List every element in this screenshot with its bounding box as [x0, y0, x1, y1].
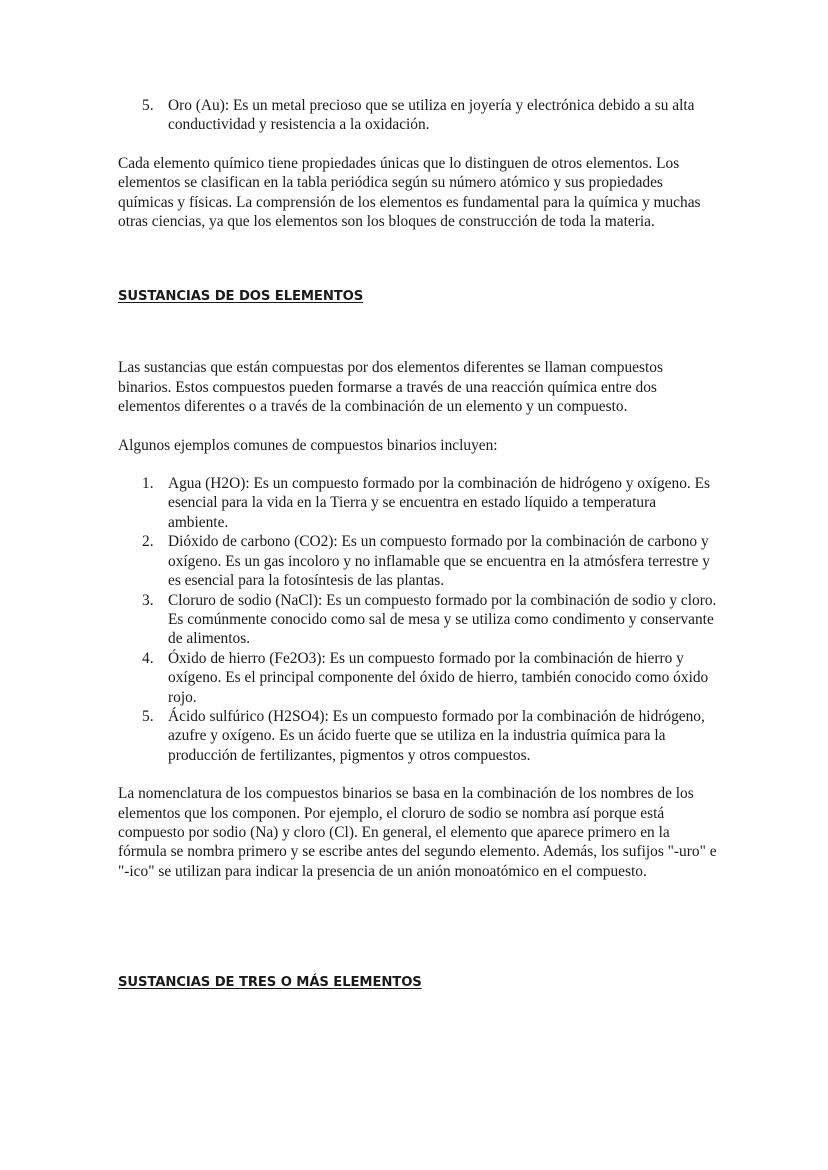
document-page — [118, 96, 718, 992]
paragraph-nomenclature: La nomenclatura de los compuestos binarios se basa en la combinación de los nombres de los elementos que los componen. Por ejemplo, el cloruro de sodio se nombra así porque está compuesto por sodio (Na) y cloro (Cl). En general, el elemento que aparece primero en la fórmula se nombra primero y se escribe antes del segundo elemento. Además, los sufijos "-uro" e "-ico" se utilizan para indicar la presencia de un anión monoatómico en el compuesto. — [118, 785, 717, 880]
paragraph-elements: Cada elemento químico tiene propiedades únicas que lo distinguen de otros elementos. Los elementos se clasifican en la tabla periódica según su número atómico y sus propiedades químicas y físicas. La comprensión de los elementos es fundamental para la química y muchas otras ciencias, ya que los elementos son los bloques de construcción de toda la materia. — [118, 154, 701, 231]
section-heading-three-elements: SUSTANCIAS DE TRES O MÁS ELEMENTOS — [118, 975, 422, 991]
list-item — [118, 532, 718, 590]
list-number: 4. — [142, 649, 154, 667]
binary-compounds-list — [118, 474, 718, 765]
list-item-text: Dióxido de carbono (CO2): Es un compuesto formado por la combinación de carbono y oxígeno. Es un gas incoloro y no inflamable que se encuentra en la atmósfera terrestre y es esencial para la fotosíntesis de las plantas. — [168, 533, 710, 590]
list-item-text: Cloruro de sodio (NaCl): Es un compuesto formado por la combinación de sodio y cloro. Es comúnmente conocido como sal de mesa y se utiliza como condimento y conservante de alimentos. — [168, 591, 717, 648]
paragraph-examples-intro: Algunos ejemplos comunes de compuestos binarios incluyen: — [118, 436, 498, 454]
list-item-text: Óxido de hierro (Fe2O3): Es un compuesto formado por la combinación de hierro y oxígeno. Es el principal componente del óxido de hierro, también conocido como óxido rojo. — [168, 649, 709, 706]
list-item — [118, 649, 718, 707]
list-item — [118, 96, 718, 135]
list-item — [118, 474, 718, 532]
section-heading-two-elements: SUSTANCIAS DE DOS ELEMENTOS — [118, 289, 364, 305]
list-item-text: Oro (Au): Es un metal precioso que se utiliza en joyería y electrónica debido a su alta conductividad y resistencia a la oxidación. — [168, 97, 695, 134]
list-number: 2. — [142, 533, 154, 551]
list-number: 1. — [142, 475, 154, 493]
list-number: 3. — [142, 591, 154, 609]
list-number: 5. — [142, 97, 154, 114]
list-item-text: Ácido sulfúrico (H2SO4): Es un compuesto formado por la combinación de hidrógeno, azufre y oxígeno. Es un ácido fuerte que se utiliza en la industria química para la producción de fertilizantes, pigmentos y otros compuestos. — [168, 707, 705, 764]
list-number: 5. — [142, 707, 154, 725]
intro-list — [118, 96, 718, 135]
paragraph-binary-intro: Las sustancias que están compuestas por dos elementos diferentes se llaman compuestos binarios. Estos compuestos pueden formarse a través de una reacción química entre dos elementos diferentes o a través de la combinación de un elemento y un compuesto. — [118, 359, 663, 416]
list-item-text: Agua (H2O): Es un compuesto formado por la combinación de hidrógeno y oxígeno. Es esencial para la vida en la Tierra y se encuentra en estado líquido a temperatura ambiente. — [168, 475, 710, 531]
list-item — [118, 707, 718, 765]
list-item — [118, 591, 718, 649]
